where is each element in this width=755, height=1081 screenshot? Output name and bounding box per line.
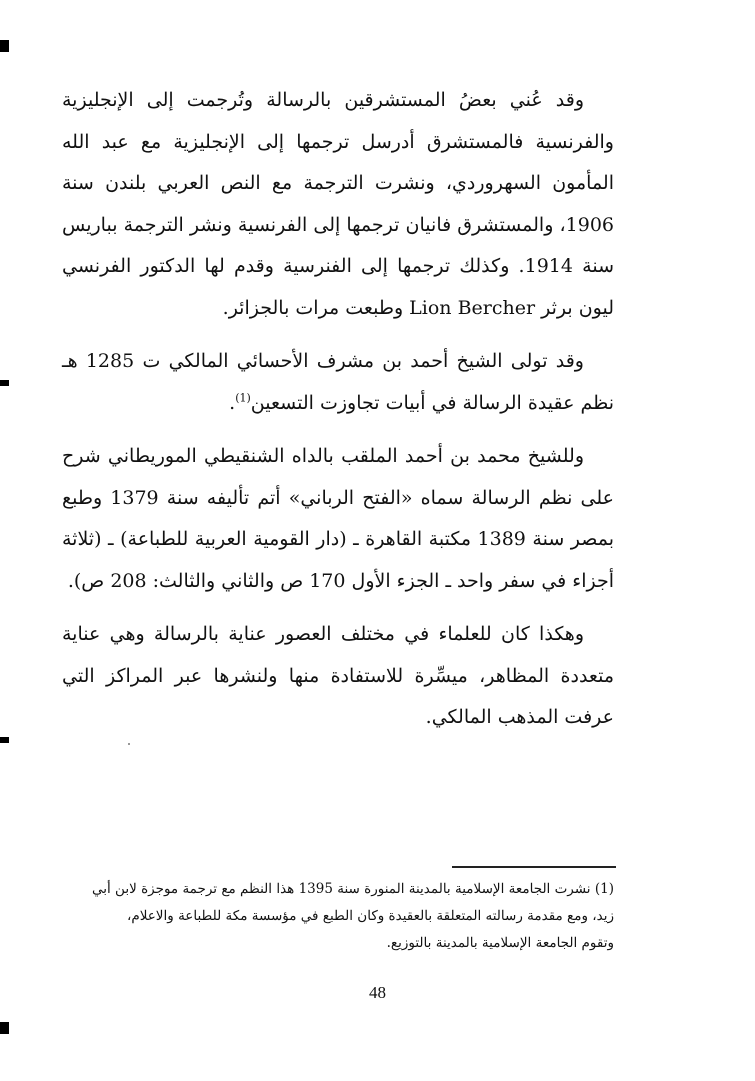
- scan-edge-mark: [0, 1022, 9, 1034]
- scan-edge-mark: [0, 737, 9, 743]
- page-number: 48: [369, 983, 386, 1002]
- footnote-line: زيد، ومع مقدمة رسالته المتعلقة بالعقيدة وكان الطبع في مؤسسة مكة للطباعة والاعلام،: [126, 908, 614, 924]
- paragraph: وللشيخ محمد بن أحمد الملقب بالداه الشنقيطي الموريطاني شرح على نظم الرسالة سماه «الفتح الرباني» أتم تأليفه سنة 1379 وطبع بمصر سنة 1389 مكتبة القاهرة ـ (دار القومية العربية للطباعة) ـ (ثلاثة أجزاء في سفر واحد ـ الجزء الأول 170 ص والثاني والثالث: 208 ص).: [62, 445, 614, 592]
- footnote-divider: [452, 866, 616, 868]
- footnote-marker[interactable]: (1): [235, 391, 251, 405]
- paragraph-with-footnote: [62, 341, 614, 424]
- paragraph-end: .: [229, 391, 236, 414]
- scan-edge-mark: [0, 380, 9, 386]
- footnote: [62, 876, 614, 957]
- main-text: [62, 80, 614, 751]
- paragraph-text: وقد تولى الشيخ أحمد بن مشرف الأحسائي المالكي ت 1285 هـ نظم عقيدة الرسالة في أبيات تجاوزت التسعين: [62, 350, 614, 414]
- footnote-line: وتقوم الجامعة الإسلامية بالمدينة بالتوزيع.: [386, 935, 614, 951]
- footnote-line: (1) نشرت الجامعة الإسلامية بالمدينة المنورة سنة 1395 هذا النظم مع ترجمة موجزة لابن أبي: [92, 881, 614, 897]
- scan-edge-mark: [0, 40, 9, 52]
- paragraph: وقد عُني بعضُ المستشرقين بالرسالة وتُرجمت إلى الإنجليزية والفرنسية فالمستشرق أدرسل ترجمها إلى الإنجليزية مع عبد الله المأمون السهروردي، ونشرت الترجمة مع النص العربي بلندن سنة 1906، والمستشرق فانيان ترجمها إلى الفرنسية ونشر الترجمة بباريس سنة 1914. وكذلك ترجمها إلى الفنرسية وقدم لها الدكتور الفرنسي ليون برثر Lion Bercher وطبعت مرات بالجزائر.: [62, 89, 614, 319]
- paragraph: وهكذا كان للعلماء في مختلف العصور عناية بالرسالة وهي عناية متعددة المظاهر، ميسِّرة للاستفادة منها ولنشرها عبر المراكز التي عرفت المذهب المالكي.: [62, 623, 614, 728]
